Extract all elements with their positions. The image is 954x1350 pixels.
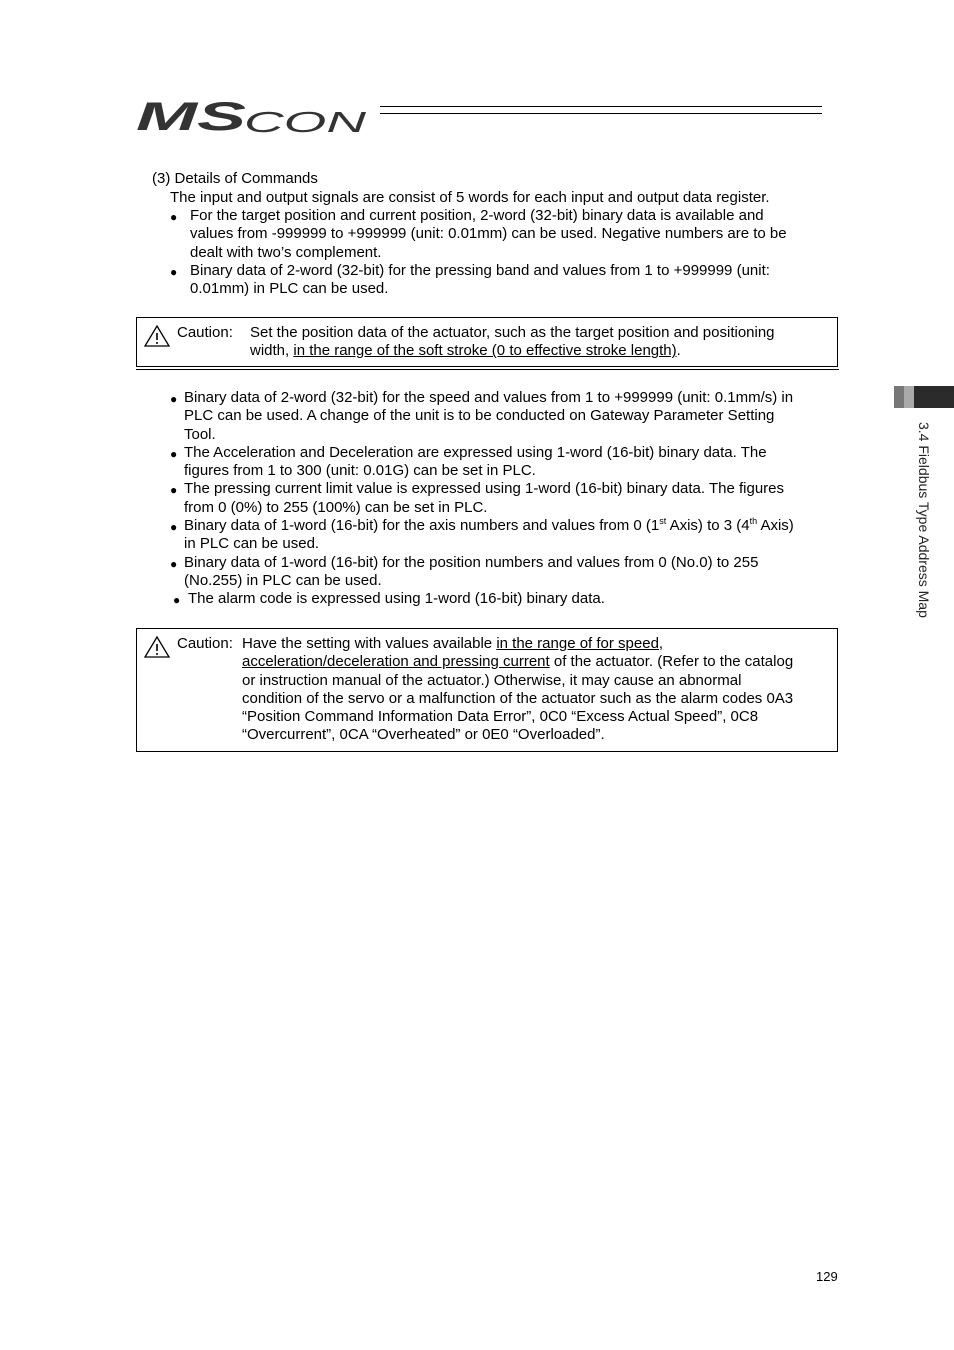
warning-triangle-icon — [143, 324, 171, 348]
mscon-logo — [136, 96, 368, 136]
bullet-icon: ● — [170, 556, 178, 571]
caution-text: Set the position data of the actuator, such as the target position and positioning width, in the range of the soft stroke (0 to effective stroke length). — [250, 324, 775, 360]
section-side-label: 3.4 Fieldbus Type Address Map — [916, 422, 932, 618]
list-item: ● Binary data of 1-word (16-bit) for the axis numbers and values from 0 (1st Axis) to 3 (4th Axis) in PLC can be used. — [170, 516, 794, 553]
position-bullet-list — [170, 207, 787, 298]
bullet-icon: ● — [170, 520, 178, 535]
caution-box-settings — [136, 628, 838, 752]
svg-text:MS: MS — [136, 96, 247, 136]
command-bullet-list — [170, 389, 794, 609]
bullet-icon: ● — [173, 593, 181, 608]
bullet-icon: ● — [170, 483, 178, 498]
list-item: ● Binary data of 2-word (32-bit) for the speed and values from 1 to +999999 (unit: 0.1mm/s) in PLC can be used. A change of the unit is to be conducted on Gateway Parameter Setting Tool. — [170, 389, 794, 443]
caution-label: Caution: — [177, 324, 233, 341]
list-item: ● The alarm code is expressed using 1-word (16-bit) binary data. — [170, 590, 794, 608]
warning-triangle-icon — [143, 635, 171, 659]
bullet-icon: ● — [170, 264, 178, 279]
list-item: ● For the target position and current position, 2-word (32-bit) binary data is available and values from -999999 to +999999 (unit: 0.01mm) can be used. Negative numbers are to be dealt with two’s complement. — [170, 207, 787, 261]
header-rule-bottom — [380, 113, 822, 114]
caution-box-position — [136, 317, 838, 367]
svg-text:CON: CON — [244, 107, 367, 136]
list-item: ● The pressing current limit value is expressed using 1-word (16-bit) binary data. The figures from 0 (0%) to 255 (100%) can be set in PLC. — [170, 480, 784, 516]
list-item: ● Binary data of 2-word (32-bit) for the pressing band and values from 1 to +999999 (unit: 0.01mm) in PLC can be used. — [170, 261, 770, 298]
bullet-icon: ● — [170, 210, 178, 224]
bullet-icon: ● — [170, 446, 178, 461]
list-item: ● The Acceleration and Deceleration are expressed using 1-word (16-bit) binary data. The figures from 1 to 300 (unit: 0.01G) can be set in PLC. — [170, 443, 767, 480]
bullet-icon: ● — [170, 392, 178, 406]
caution-text: Have the setting with values available in the range of for speed, acceleration/deceleration and pressing current of the actuator. (Refer to the catalog or instruction manual of the actuator.) Otherwise, it may cause an abnormal condition of the servo or a malfunction of the actuator such as the alarm codes 0A3 “Position Command Information Data Error”, 0C0 “Excess Actual Speed”, 0C8 “Overcurrent”, 0CA “Overheated” or 0E0 “Overloaded”. — [242, 635, 794, 744]
list-item: ● Binary data of 1-word (16-bit) for the position numbers and values from 0 (No.0) to 255 (No.255) in PLC can be used. — [170, 553, 759, 589]
chapter-tab-marker — [894, 386, 954, 408]
caution-label: Caution: — [177, 635, 233, 652]
section-title: (3) Details of Commands — [152, 170, 318, 187]
section-intro: The input and output signals are consist of 5 words for each input and output data register. — [170, 189, 770, 206]
page-number: 129 — [816, 1269, 838, 1284]
header-rule-top — [380, 106, 822, 107]
